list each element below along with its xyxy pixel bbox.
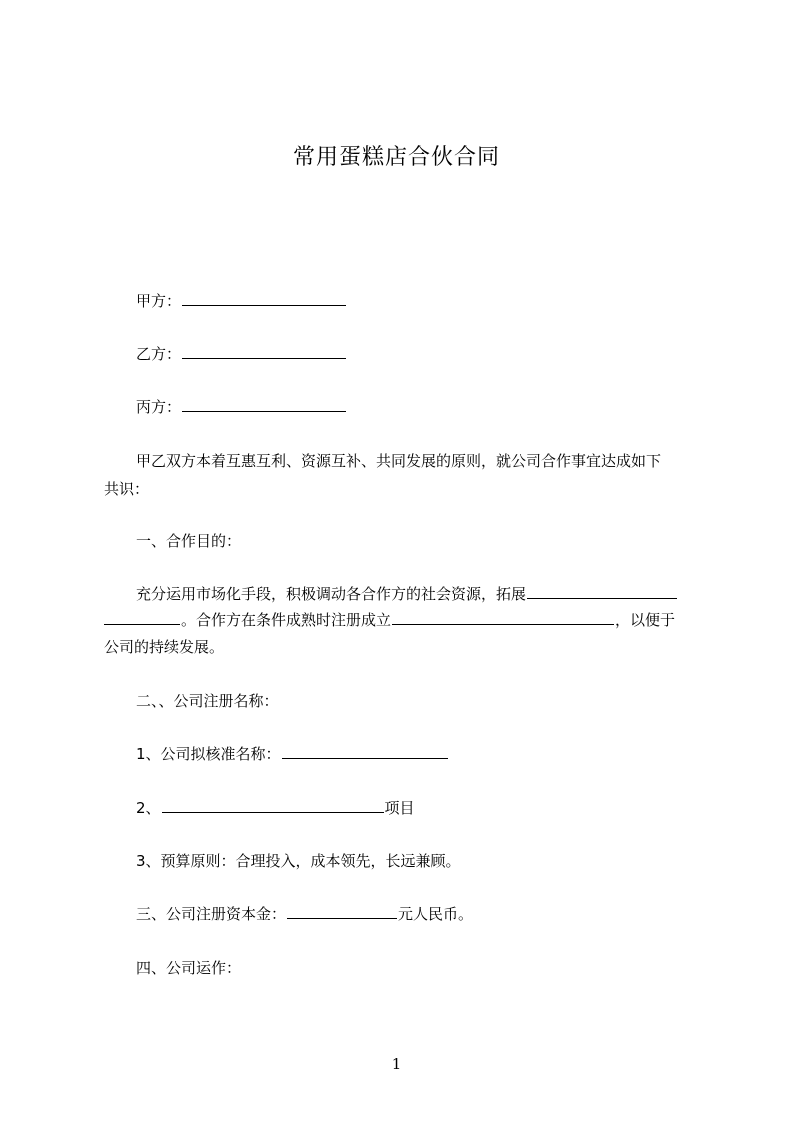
expansion-blank-continued — [104, 609, 180, 625]
section1-heading: 一、合作目的： — [136, 532, 242, 550]
section1-line1 — [104, 581, 736, 607]
item1-label: 1、公司拟核准名称： — [136, 745, 281, 763]
section3-prefix: 三、公司注册资本金： — [136, 905, 287, 923]
company-registration-blank — [392, 609, 614, 625]
company-name-blank — [282, 743, 448, 759]
section1-line2 — [104, 607, 704, 633]
project-blank — [162, 797, 384, 813]
section3-suffix: 元人民币。 — [398, 905, 474, 923]
party-b-label: 乙方： — [136, 345, 182, 363]
expansion-blank — [527, 583, 677, 599]
item3-line: 3、预算原则：合理投入，成本领先，长远兼顾。 — [136, 852, 461, 870]
intro-paragraph-line1: 甲乙双方本着互惠互利、资源互补、共同发展的原则，就公司合作事宜达成如下 — [136, 452, 662, 470]
item2-line — [104, 795, 736, 821]
page-number: 1 — [391, 1055, 402, 1073]
section1-line3: 公司的持续发展。 — [104, 638, 225, 656]
party-c-line — [104, 394, 736, 420]
document-title: 常用蛋糕店合伙合同 — [292, 145, 500, 170]
party-a-label: 甲方： — [136, 292, 182, 310]
registered-capital-blank — [287, 903, 397, 919]
section1-line2-end: ，以便于 — [615, 611, 676, 629]
intro-paragraph-line2: 共识： — [104, 480, 150, 498]
section4-heading: 四、公司运作： — [136, 959, 242, 977]
item1-line — [104, 741, 736, 767]
section1-line1-text: 充分运用市场化手段，积极调动各合作方的社会资源，拓展 — [136, 585, 527, 603]
party-c-blank — [182, 396, 346, 412]
party-b-blank — [182, 343, 346, 359]
party-a-line — [104, 288, 736, 314]
party-b-line — [104, 341, 736, 367]
item2-label: 2、 — [136, 799, 161, 817]
party-c-label: 丙方： — [136, 398, 182, 416]
section3-line — [104, 901, 736, 927]
section1-line2-mid: 。合作方在条件成熟时注册成立 — [181, 611, 392, 629]
section2-heading: 二、、公司注册名称： — [136, 692, 279, 710]
item2-suffix: 项目 — [384, 799, 415, 817]
party-a-blank — [182, 290, 346, 306]
